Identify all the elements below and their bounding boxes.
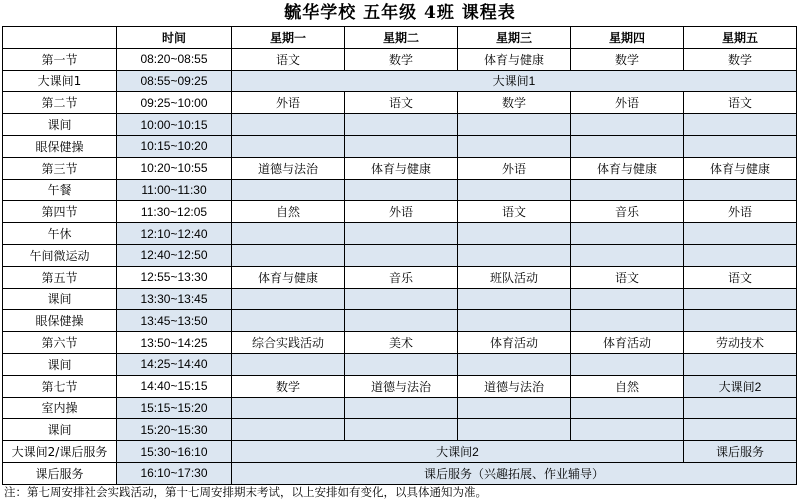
subject-cell: 体育活动: [571, 332, 684, 354]
table-row: [3, 397, 797, 419]
subject-cell: [458, 419, 571, 441]
time-cell: 13:50~14:25: [117, 332, 232, 354]
subject-cell: [458, 114, 571, 136]
table-row: [3, 157, 797, 179]
subject-cell: 外语: [571, 92, 684, 114]
subject-cell: 体育与健康: [571, 157, 684, 179]
subject-cell: 道德与法治: [345, 375, 458, 397]
subject-cell: [571, 135, 684, 157]
subject-cell: [571, 310, 684, 332]
time-cell: 08:20~08:55: [117, 48, 232, 70]
subject-cell: [458, 223, 571, 245]
subject-cell: 语文: [684, 266, 797, 288]
period-label: 第二节: [3, 92, 117, 114]
subject-cell: [458, 288, 571, 310]
subject-cell: 语文: [232, 48, 345, 70]
subject-cell: 体育活动: [458, 332, 571, 354]
subject-cell: [345, 353, 458, 375]
merged-cell: 大课间2: [232, 441, 684, 463]
time-cell: 11:30~12:05: [117, 201, 232, 223]
table-row: [3, 48, 797, 70]
table-row: [3, 419, 797, 441]
subject-cell: [345, 223, 458, 245]
time-cell: 14:25~14:40: [117, 353, 232, 375]
subject-cell: [232, 223, 345, 245]
period-label: 课间: [3, 419, 117, 441]
subject-cell: 美术: [345, 332, 458, 354]
merged-cell: 大课间1: [232, 70, 797, 92]
subject-cell: 体育与健康: [232, 266, 345, 288]
subject-cell: [571, 353, 684, 375]
period-label: 大课间1: [3, 70, 117, 92]
subject-cell: [345, 397, 458, 419]
page-title: 毓华学校 五年级 4班 课程表: [284, 3, 516, 23]
table-row: [3, 244, 797, 266]
period-label: 课间: [3, 353, 117, 375]
subject-cell: [458, 353, 571, 375]
header-day: 星期三: [458, 27, 571, 49]
period-label: 大课间2/课后服务: [3, 441, 117, 463]
time-cell: 10:15~10:20: [117, 135, 232, 157]
table-row: [3, 179, 797, 201]
subject-cell: [458, 244, 571, 266]
time-cell: 11:00~11:30: [117, 179, 232, 201]
subject-cell: [232, 353, 345, 375]
table-row: [3, 462, 797, 484]
subject-cell: [684, 397, 797, 419]
table-row: [3, 223, 797, 245]
header-time: 时间: [117, 27, 232, 49]
period-label: 第七节: [3, 375, 117, 397]
table-row: [3, 114, 797, 136]
subject-cell: 劳动技术: [684, 332, 797, 354]
period-label: 第四节: [3, 201, 117, 223]
subject-cell: 数学: [458, 92, 571, 114]
period-label: 室内操: [3, 397, 117, 419]
subject-cell: 大课间2: [684, 375, 797, 397]
subject-cell: 外语: [345, 201, 458, 223]
subject-cell: [458, 179, 571, 201]
table-row: [3, 201, 797, 223]
subject-cell: 数学: [345, 48, 458, 70]
period-label: 眼保健操: [3, 135, 117, 157]
period-label: 第三节: [3, 157, 117, 179]
period-label: 第一节: [3, 48, 117, 70]
subject-cell: [345, 135, 458, 157]
table-row: [3, 332, 797, 354]
subject-cell: [684, 114, 797, 136]
subject-cell: 道德与法治: [458, 375, 571, 397]
header-day: 星期四: [571, 27, 684, 49]
subject-cell: [232, 310, 345, 332]
subject-cell: [684, 353, 797, 375]
subject-cell: [458, 135, 571, 157]
time-cell: 12:55~13:30: [117, 266, 232, 288]
time-cell: 15:15~15:20: [117, 397, 232, 419]
subject-cell: [684, 310, 797, 332]
subject-cell: [232, 288, 345, 310]
subject-cell: [571, 288, 684, 310]
header-corner: [3, 27, 117, 49]
subject-cell: [684, 288, 797, 310]
subject-cell: [232, 179, 345, 201]
time-cell: 09:25~10:00: [117, 92, 232, 114]
subject-cell: 自然: [232, 201, 345, 223]
header-day: 星期一: [232, 27, 345, 49]
subject-cell: 班队活动: [458, 266, 571, 288]
period-label: 课间: [3, 114, 117, 136]
table-row: [3, 310, 797, 332]
subject-cell: 数学: [232, 375, 345, 397]
subject-cell: [458, 310, 571, 332]
subject-cell: [345, 114, 458, 136]
subject-cell: [232, 419, 345, 441]
subject-cell: 体育与健康: [684, 157, 797, 179]
subject-cell: 综合实践活动: [232, 332, 345, 354]
time-cell: 10:00~10:15: [117, 114, 232, 136]
period-label: 午餐: [3, 179, 117, 201]
merged-cell: 课后服务（兴趣拓展、作业辅导）: [232, 462, 797, 484]
subject-cell: 语文: [345, 92, 458, 114]
subject-cell: [345, 419, 458, 441]
subject-cell: 音乐: [345, 266, 458, 288]
subject-cell: [345, 310, 458, 332]
subject-cell: 体育与健康: [345, 157, 458, 179]
subject-cell: [684, 179, 797, 201]
time-cell: 14:40~15:15: [117, 375, 232, 397]
subject-cell: 外语: [684, 201, 797, 223]
subject-cell: [571, 114, 684, 136]
table-row: [3, 70, 797, 92]
table-row: [3, 353, 797, 375]
period-label: 第五节: [3, 266, 117, 288]
subject-cell: 道德与法治: [232, 157, 345, 179]
subject-cell: 自然: [571, 375, 684, 397]
period-label: 课后服务: [3, 462, 117, 484]
subject-cell: 数学: [571, 48, 684, 70]
header-row: [3, 27, 797, 49]
header-day: 星期五: [684, 27, 797, 49]
subject-cell: [345, 288, 458, 310]
subject-cell: [232, 244, 345, 266]
subject-cell: 语文: [458, 201, 571, 223]
header-day: 星期二: [345, 27, 458, 49]
table-row: [3, 375, 797, 397]
subject-cell: [684, 135, 797, 157]
time-cell: 12:40~12:50: [117, 244, 232, 266]
subject-cell: [571, 419, 684, 441]
subject-cell: 语文: [571, 266, 684, 288]
subject-cell: [571, 244, 684, 266]
time-cell: 10:20~10:55: [117, 157, 232, 179]
subject-cell: 体育与健康: [458, 48, 571, 70]
subject-cell: [345, 244, 458, 266]
time-cell: 13:45~13:50: [117, 310, 232, 332]
time-cell: 13:30~13:45: [117, 288, 232, 310]
subject-cell: [684, 419, 797, 441]
subject-cell: [232, 397, 345, 419]
period-label: 课间: [3, 288, 117, 310]
period-label: 午休: [3, 223, 117, 245]
subject-cell: [571, 179, 684, 201]
subject-cell: [684, 223, 797, 245]
subject-cell: 课后服务: [684, 441, 797, 463]
subject-cell: [232, 135, 345, 157]
time-cell: 08:55~09:25: [117, 70, 232, 92]
table-row: [3, 288, 797, 310]
schedule-table: [2, 26, 797, 485]
time-cell: 12:10~12:40: [117, 223, 232, 245]
table-row: [3, 92, 797, 114]
subject-cell: [232, 114, 345, 136]
subject-cell: 数学: [684, 48, 797, 70]
table-row: [3, 266, 797, 288]
subject-cell: [458, 397, 571, 419]
time-cell: 16:10~17:30: [117, 462, 232, 484]
subject-cell: [345, 179, 458, 201]
period-label: 第六节: [3, 332, 117, 354]
period-label: 午间微运动: [3, 244, 117, 266]
table-row: [3, 135, 797, 157]
table-row: [3, 441, 797, 463]
time-cell: 15:30~16:10: [117, 441, 232, 463]
subject-cell: 语文: [684, 92, 797, 114]
footnote: 注：第七周安排社会实践活动，第十七周安排期末考试，以上安排如有变化，以具体通知为准。: [4, 485, 487, 499]
subject-cell: [571, 397, 684, 419]
subject-cell: [571, 223, 684, 245]
time-cell: 15:20~15:30: [117, 419, 232, 441]
subject-cell: 外语: [232, 92, 345, 114]
subject-cell: 音乐: [571, 201, 684, 223]
subject-cell: 外语: [458, 157, 571, 179]
period-label: 眼保健操: [3, 310, 117, 332]
subject-cell: [684, 244, 797, 266]
